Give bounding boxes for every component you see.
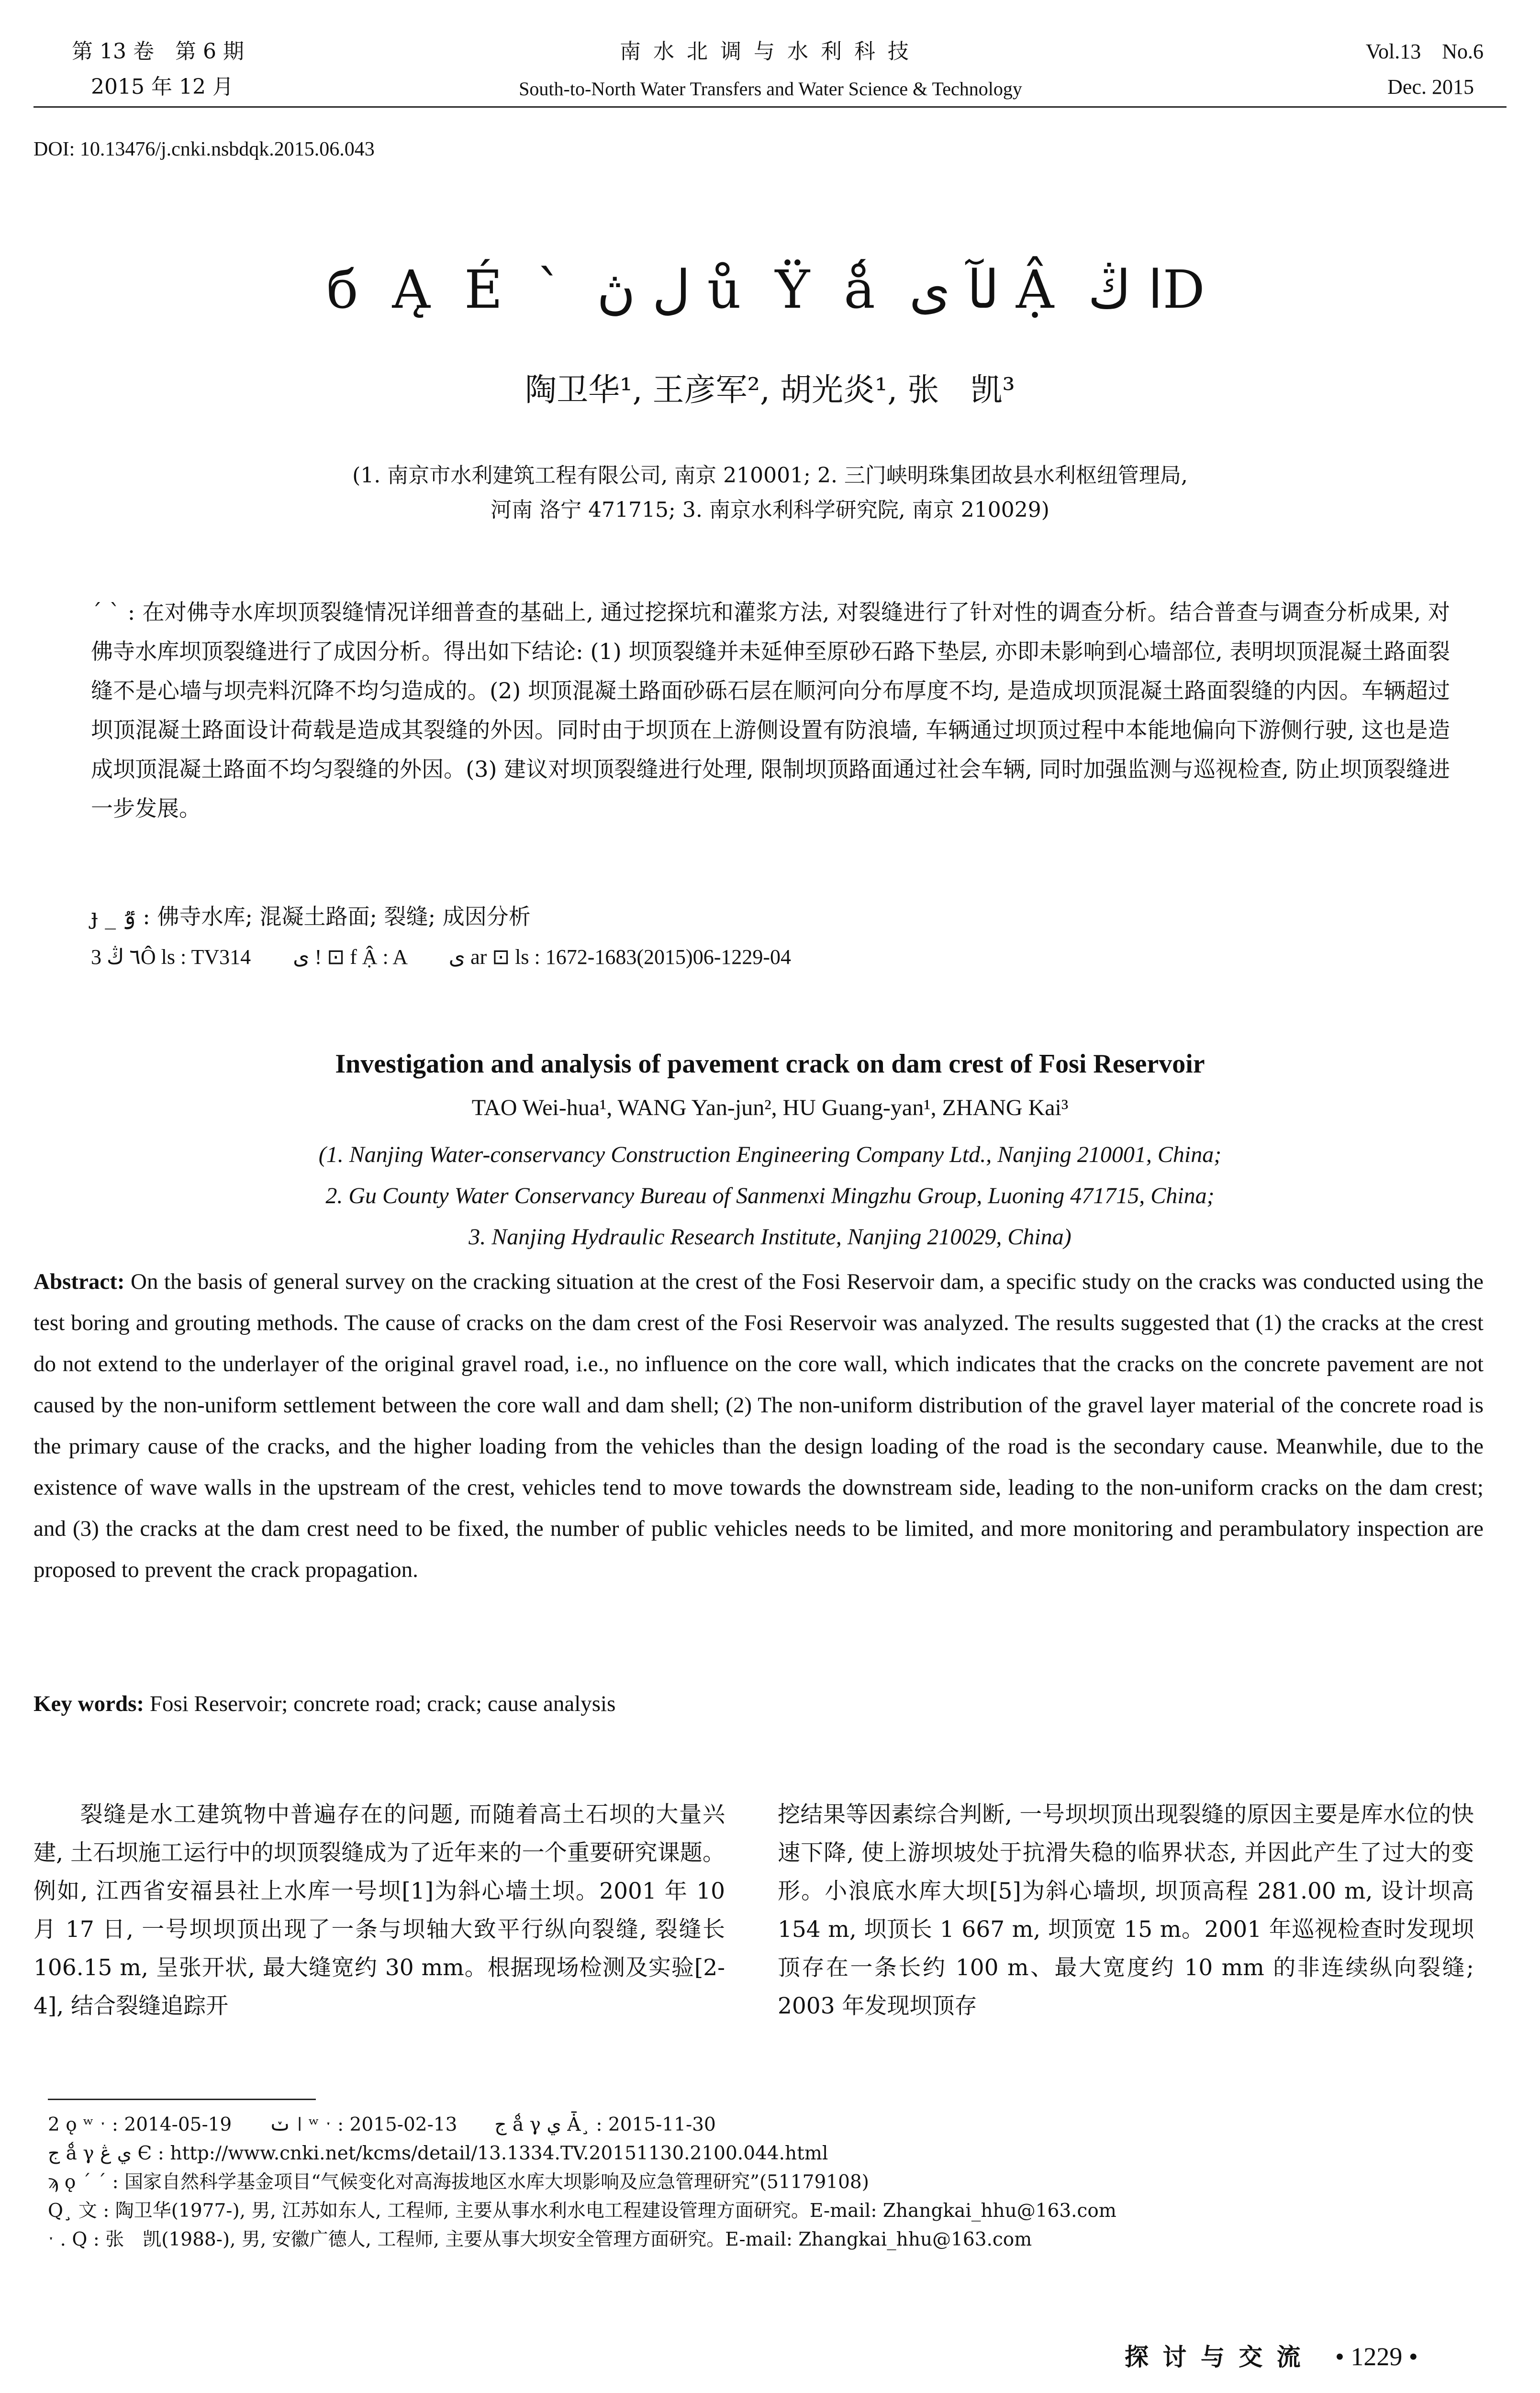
abstract-en-label: Abstract: <box>33 1269 125 1294</box>
title-cn: б Ą É ˋ ل ڽ ů Ÿ ǻ لآ ی Ậ ا ڭD <box>326 259 1214 320</box>
keywords-cn-text: 佛寺水库; 混凝土路面; 裂缝; 成因分析 <box>157 904 531 929</box>
abstract-en <box>33 1261 1484 1590</box>
keywords-cn <box>91 900 1450 933</box>
footnote-rule <box>48 2099 316 2100</box>
body-column-right: 挖结果等因素综合判断, 一号坝坝顶出现裂缝的原因主要是库水位的快速下降, 使上游坝坡处于抗滑失稳的临界状态, 并因此产生了过大的变形。小浪底水库大坝[5]为斜心墙坝, 坝顶高程 281.00 m, 设计坝高 154 m, 坝顶长 1 667 m, 坝顶宽 15 m。2001 年巡视检查时发现坝顶存在一条长约 100 m、最大宽度约 10 mm 的非连续纵向裂缝; 2003 年发现坝顶存 <box>778 1801 1474 2019</box>
page-number: • 1229 • <box>1335 2342 1418 2371</box>
affiliations-en <box>96 1134 1444 1258</box>
header-date-cn: 2015 年 12 月 <box>91 75 234 99</box>
footnote-author2: ˑ . Q : 张 凯(1988-), 男, 安徽广德人, 工程师, 主要从事大坝安全管理方面研究。E-mail: Zhangkai_hhu@163.com <box>48 2229 1032 2250</box>
affiliation-en-line: (1. Nanjing Water-conservancy Construction Engineering Company Ltd., Nanjing 210001, China; <box>318 1142 1222 1167</box>
footnote-url: ج ǻ γ ي ڠ Є : http://www.cnki.net/kcms/detail/13.1334.TV.20151130.2100.044.html <box>48 2143 828 2164</box>
abstract-cn <box>91 593 1450 828</box>
authors-cn: 陶卫华¹, 王彦军², 胡光炎¹, 张 凯³ <box>525 371 1015 408</box>
footnote-author1: Q¸ 文 : 陶卫华(1977-), 男, 江苏如东人, 工程师, 主要从事水利水电工程建设管理方面研究。E-mail: Zhangkai_hhu@163.com <box>48 2200 1116 2222</box>
abstract-en-text: On the basis of general survey on the cracking situation at the crest of the Fosi Reservoir dam, a specific study on the cracks was conducted using the test boring and grouting methods. The cause of cracks on the dam crest of the Fosi Reservoir was analyzed. The results suggested that (1) the cracks at the crest do not extend to the underlayer of the original gravel road, i.e., no influence on the core wall, which indicates that the cracks on the concrete pavement are not caused by the non-uniform settlement between the core wall and dam shell; (2) The non-uniform distribution of the gravel layer material of the concrete road is the primary cause of the cracks, and the higher loading from the vehicles than the design loading of the road is the secondary cause. Meanwhile, due to the existence of wave walls in the upstream of the crest, vehicles tend to move towards the downstream side, leading to the non-uniform cracks on the dam crest; and (3) the cracks at the dam crest need to be fixed, the number of public vehicles needs to be limited, and more monitoring and perambulatory inspection are proposed to prevent the crack propagation. <box>33 1269 1484 1582</box>
affiliation-en-line: 3. Nanjing Hydraulic Research Institute, Nanjing 210029, China) <box>469 1224 1071 1250</box>
doi: DOI: 10.13476/j.cnki.nsbdqk.2015.06.043 <box>33 138 375 160</box>
header-rule <box>33 106 1507 108</box>
footnote-dates: 2 ǫ ʷ ˑ : 2014-05-19 ݖ ǀ ʷ ˑ : 2015-02-13 ج ǻ γ ي Ǡ¸ : 2015-11-30 <box>48 2114 716 2136</box>
body-column-left: 裂缝是水工建筑物中普遍存在的问题, 而随着高土石坝的大量兴建, 土石坝施工运行中的坝顶裂缝成为了近年来的一个重要研究课题。例如, 江西省安福县社上水库一号坝[1]为斜心墙土坝。2001 年 10 月 17 日, 一号坝坝顶出现了一条与坝轴大致平行纵向裂缝, 裂缝长 106.15 m, 呈张开状, 最大缝宽约 30 mm。根据现场检测及实验[2-4], 结合裂缝追踪开 <box>33 1801 725 2019</box>
affiliations-cn <box>120 458 1420 527</box>
keywords-en-label: Key words: <box>33 1691 145 1716</box>
header-volume: 第 13 卷 第 6 期 <box>72 39 244 64</box>
affiliation-cn-line: 河南 洛宁 471715; 3. 南京水利科学研究院, 南京 210029) <box>491 498 1049 522</box>
keywords-en <box>33 1687 1484 1721</box>
keywords-en-text: Fosi Reservoir; concrete road; crack; cause analysis <box>149 1691 616 1716</box>
abstract-cn-label: ˊ ˋ : <box>91 599 135 625</box>
keywords-cn-label: ɟ _ ٷ : <box>91 904 150 929</box>
header-volume-en: Vol.13 No.6 <box>1365 40 1484 63</box>
footnote-fund: ϡ ǫ ˊ ˊ : 国家自然科学基金项目“气候变化对高海拔地区水库大坝影响及应急管理研究”(51179108) <box>48 2171 869 2193</box>
title-en: Investigation and analysis of pavement crack on dam crest of Fosi Reservoir <box>335 1049 1205 1079</box>
abstract-cn-text: 在对佛寺水库坝顶裂缝情况详细普查的基础上, 通过挖探坑和灌浆方法, 对裂缝进行了针对性的调查分析。结合普查与调查分析成果, 对佛寺水库坝顶裂缝进行了成因分析。得出如下结论: (1) 坝顶裂缝并未延伸至原砂石路下垫层, 亦即未影响到心墙部位, 表明坝顶混凝土路面裂缝不是心墙与坝壳料沉降不均匀造成的。(2) 坝顶混凝土路面砂砾石层在顺河向分布厚度不均, 是造成坝顶混凝土路面裂缝的内因。车辆超过坝顶混凝土路面设计荷载是造成其裂缝的外因。同时由于坝顶在上游侧设置有防浪墙, 车辆通过坝顶过程中本能地偏向下游侧行驶, 这也是造成坝顶混凝土路面不均匀裂缝的外因。(3) 建议对坝顶裂缝进行处理, 限制坝顶路面通过社会车辆, 同时加强监测与巡视检查, 防止坝顶裂缝进一步发展。 <box>91 599 1451 821</box>
authors-en: TAO Wei-hua¹, WANG Yan-jun², HU Guang-yan¹, ZHANG Kai³ <box>471 1095 1069 1120</box>
header-date-en: Dec. 2015 <box>1387 75 1474 99</box>
affiliation-cn-line: (1. 南京市水利建筑工程有限公司, 南京 210001; 2. 三门峡明珠集团故县水利枢纽管理局, <box>352 463 1188 488</box>
journal-name-cn: 南 水 北 调 与 水 利 科 技 <box>620 39 912 64</box>
footnotes <box>48 2111 1484 2254</box>
section-label: 探 讨 与 交 流 <box>1125 2343 1304 2371</box>
classification-line: 3 ٦ ڭÔ ls : TV314 ی ǃ ⊡ f Ậ : A ی ar ⊡ ls : 1672-1683(2015)06-1229-04 <box>91 945 792 969</box>
affiliation-en-line: 2. Gu County Water Conservancy Bureau of Sanmenxi Mingzhu Group, Luoning 471715, China; <box>325 1183 1215 1208</box>
journal-name-en: South-to-North Water Transfers and Water Science & Technology <box>519 78 1022 100</box>
